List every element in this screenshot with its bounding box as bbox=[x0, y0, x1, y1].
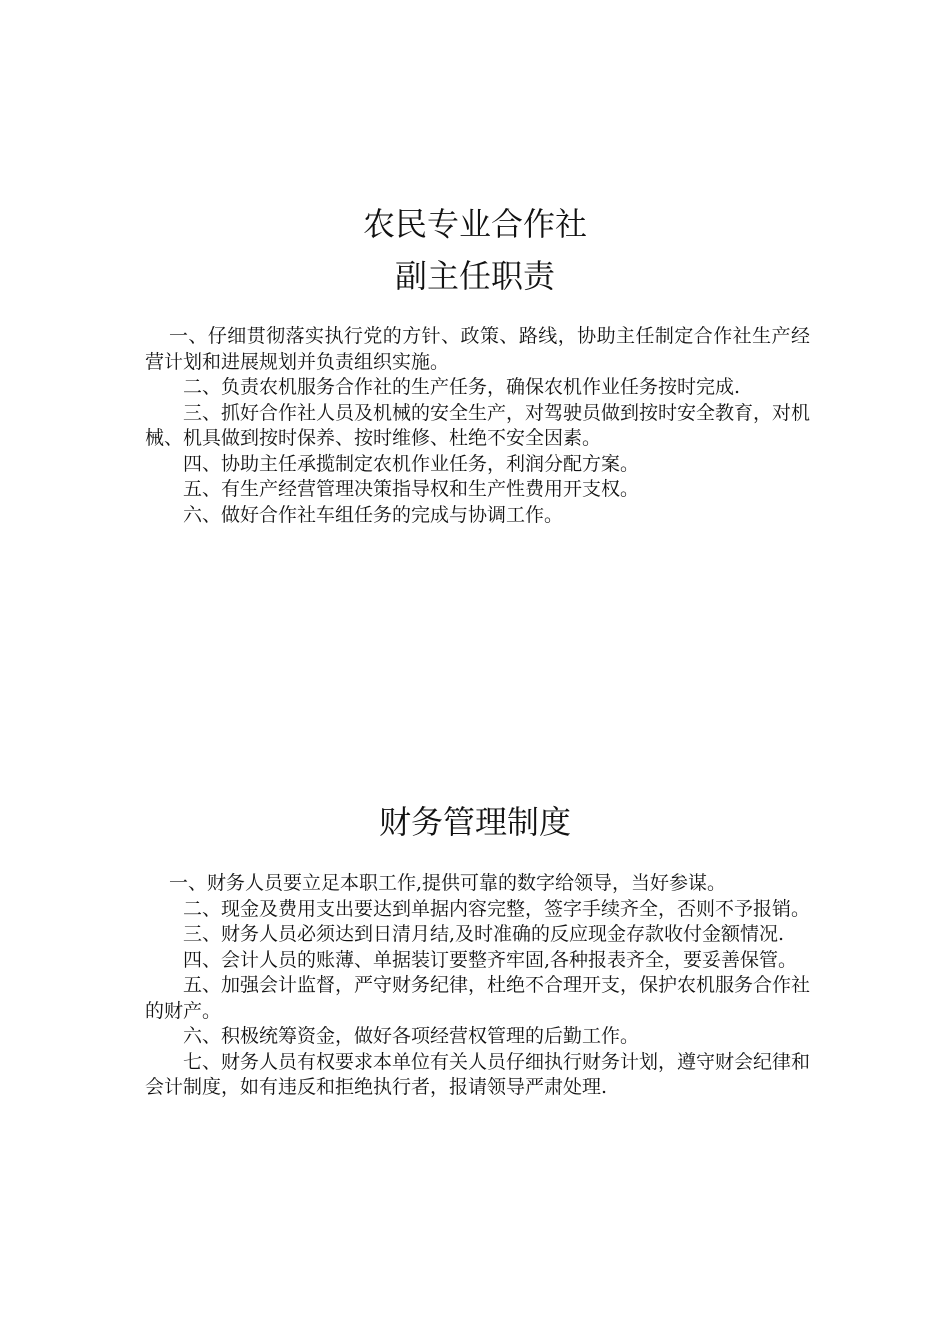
section2-paragraph-6: 六、积极统筹资金，做好各项经营权管理的后勤工作。 bbox=[183, 1025, 640, 1047]
section1-paragraph-6: 六、做好合作社车组任务的完成与协调工作。 bbox=[183, 503, 564, 526]
section2-paragraph-4: 四、会计人员的账薄、单据装订要整齐牢固,各种报表齐全，要妥善保管。 bbox=[183, 948, 798, 971]
section2-body bbox=[145, 871, 810, 1101]
section1-body bbox=[145, 324, 810, 528]
section1-paragraph-3: 三、抓好合作社人员及机械的安全生产，对驾驶员做到按时安全教育，对机械、机具做到按时保养、按时维修、杜绝不安全因素。 bbox=[145, 401, 811, 449]
section2-paragraph-3: 三、财务人员必须达到日清月结,及时准确的反应现金存款收付金额情况. bbox=[183, 923, 785, 945]
section2-paragraph-1: 一、财务人员要立足本职工作,提供可靠的数字给领导，当好参谋。 bbox=[169, 872, 727, 894]
section1-paragraph-1: 一、仔细贯彻落实执行党的方针、政策、路线，协助主任制定合作社生产经营计划和进展规划并负责组织实施。 bbox=[145, 325, 810, 373]
section1-title-line1: 农民专业合作社 bbox=[362, 205, 587, 243]
section2-paragraph-7: 七、财务人员有权要求本单位有关人员仔细执行财务计划，遵守财会纪律和会计制度，如有违反和拒绝执行者，报请领导严肃处理. bbox=[145, 1050, 811, 1098]
section1-title-line2: 副主任职责 bbox=[394, 257, 555, 295]
section1-paragraph-4: 四、协助主任承揽制定农机作业任务，利润分配方案。 bbox=[183, 452, 640, 475]
section1-paragraph-5: 五、有生产经营管理决策指导权和生产性费用开支权。 bbox=[183, 478, 640, 500]
section1-paragraph-2: 二、负责农机服务合作社的生产任务，确保农机作业任务按时完成. bbox=[183, 376, 741, 398]
section2-paragraph-2: 二、现金及费用支出要达到单据内容完整，签字手续齐全，否则不予报销。 bbox=[183, 897, 811, 920]
section2-title: 财务管理制度 bbox=[378, 803, 571, 841]
section2-paragraph-5: 五、加强会计监督，严守财务纪律，杜绝不合理开支，保护农机服务合作社的财产。 bbox=[145, 974, 811, 1022]
